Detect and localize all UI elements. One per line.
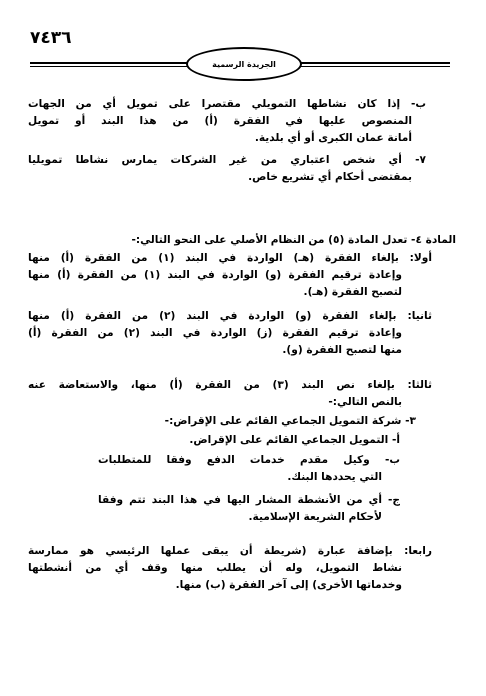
text-line: رابعا: بإضافة عبارة (شريطة أن يبقى عملها الرئيسي هو ممارسة <box>28 545 432 557</box>
text-line: وإعادة ترقيم الفقرة (ز) الواردة في البند (٢) من الفقرة (أ) <box>28 327 402 339</box>
gazette-title: الجريدة الرسمية <box>212 59 276 69</box>
gazette-title-oval <box>186 47 302 81</box>
text-line: ٣- شركة التمويل الجماعي القائم على الإقراض:- <box>164 415 416 427</box>
text-line: التي يحددها البنك. <box>287 471 382 483</box>
paragraph-third <box>28 377 432 411</box>
text-line: لأحكام الشريعة الإسلامية. <box>248 511 382 523</box>
text-line: ثالثا: بإلغاء نص البند (٣) من الفقرة (أ) منها، والاستعاضة عنه <box>28 379 432 391</box>
text-line: المادة ٤- تعدل المادة (٥) من النظام الأصلي على النحو التالي:- <box>131 234 456 246</box>
text-line: منها لتصبح الفقرة (و). <box>282 344 402 356</box>
paragraph-first <box>28 250 432 301</box>
paragraph-item-3a <box>28 432 400 449</box>
text-line: وإعادة ترقيم الفقرة (و) الواردة في البند (١) من الفقرة (أ) منها <box>28 269 402 281</box>
paragraph-item-3b <box>98 452 400 486</box>
paragraph-second <box>28 308 432 359</box>
article-4-heading <box>28 232 456 249</box>
page-number: ٧٤٣٦ <box>30 28 72 48</box>
text-line: أ- التمويل الجماعي القائم على الإقراض. <box>189 434 400 446</box>
text-line: ثانيا: بإلغاء الفقرة (و) الواردة في البند (٢) من الفقرة (أ) منها <box>28 310 432 322</box>
paragraph-item-3c <box>98 492 400 526</box>
text-line: المنصوص عليها في الفقرة (أ) من هذا البند أو تمويل <box>28 115 412 127</box>
text-line: ب- وكيل مقدم خدمات الدفع وفقا للمتطلبات <box>98 454 400 466</box>
text-line: لتصبح الفقرة (هـ). <box>303 286 402 298</box>
text-line: وخدماتها الأخرى) إلى آخر الفقرة (ب) منها. <box>175 579 402 591</box>
text-line: ٧- أي شخص اعتباري من غير الشركات يمارس نشاطا تمويليا <box>28 154 426 166</box>
paragraph-item-b <box>28 96 426 147</box>
text-line: ب- إذا كان نشاطها التمويلي مقتصرا على تمويل أي من الجهات <box>28 98 426 110</box>
paragraph-fourth <box>28 543 432 594</box>
text-line: بالنص التالي:- <box>328 396 402 408</box>
text-line: نشاط التمويل، وله أن يطلب منها وقف أي من أنشطتها <box>28 562 402 574</box>
paragraph-item-3 <box>28 413 416 430</box>
text-line: أولا: بإلغاء الفقرة (هـ) الواردة في البند (١) من الفقرة (أ) منها <box>28 252 432 264</box>
paragraph-item-7 <box>28 152 426 186</box>
text-line: ج- أي من الأنشطة المشار اليها في هذا البند تتم وفقا <box>98 494 400 506</box>
text-line: بمقتضى أحكام أي تشريع خاص. <box>248 171 412 183</box>
text-line: أمانة عمان الكبرى أو أي بلدية. <box>254 132 412 144</box>
